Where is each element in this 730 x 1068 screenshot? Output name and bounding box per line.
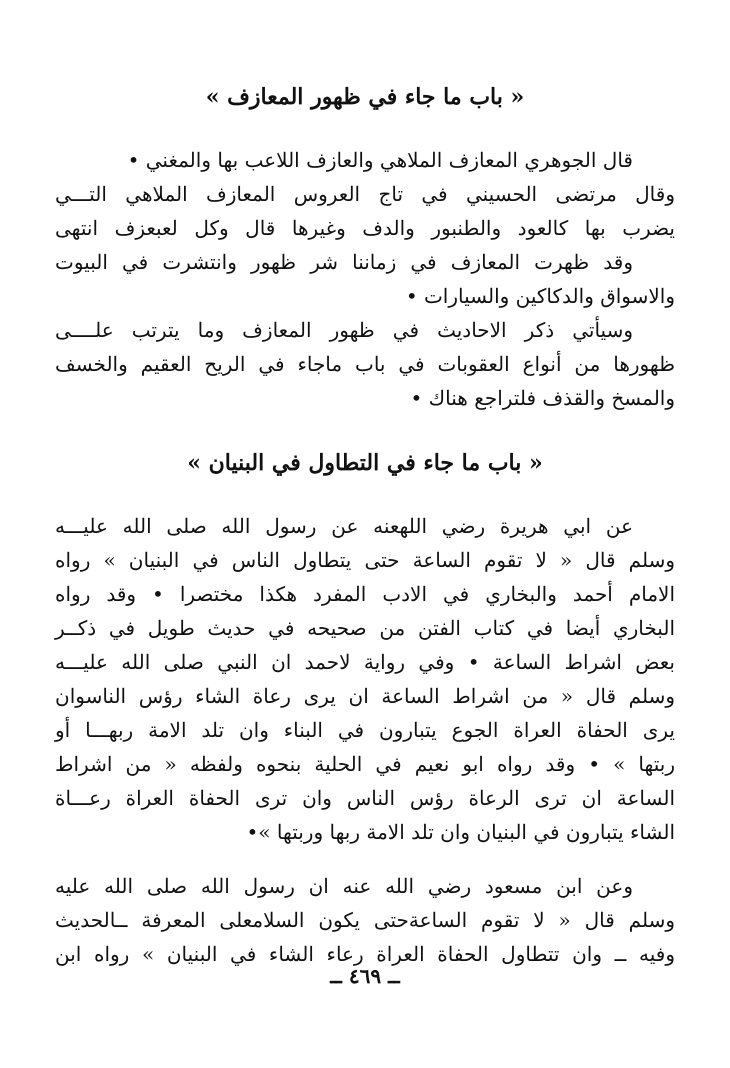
section-heading-tatawul: « باب ما جاء في التطاول في البنيان » [187, 450, 543, 476]
text-line: وقد ظهرت المعازف في زماننا شر ظهور وانتشرت في البيوت [55, 250, 633, 274]
text-line: الامام أحمد والبخاري في الادب المفرد هكذا مختصرا • وقد رواه [55, 582, 675, 606]
text-line: البخاري أيضا في كتاب الفتن من صحيحه في حديث طويل في ذكــر [55, 616, 675, 640]
text-line: وقال مرتضى الحسيني في تاج العروس المعازف الملاهي التـــي [55, 182, 675, 206]
section-heading-maazif: « باب ما جاء في ظهور المعازف » [205, 84, 525, 110]
text-line: يرى الحفاة العراة الجوع يتبارون في البناء وان تلد الامة ربهـــا أو [55, 718, 675, 742]
text-line: وسلم قال « لا تقوم الساعة حتى يتطاول الناس في البنيان » رواه [55, 548, 675, 572]
text-line: وعن ابن مسعود رضي الله عنه ان رسول الله صلى الله عليه [55, 874, 633, 898]
text-line: يضرب بها كالعود والطنبور والدف وغيرها قال وكل لعبعزف انتهى [55, 216, 675, 240]
text-line: وسيأتي ذكر الاحاديث في ظهور المعازف وما يترتب علــــى [55, 318, 633, 342]
text-line: والاسواق والدكاكين والسيارات • [405, 284, 675, 308]
text-line: وفيه ــ وان تتطاول الحفاة العراة رعاء الشاء في البنيان » رواه ابن [55, 942, 675, 966]
page-number: ــ ٤٦٩ ــ [330, 964, 400, 988]
text-line: ربتها » • وقد رواه ابو نعيم في الحلية بنحوه ولفظه « من اشراط [55, 752, 675, 776]
text-line: وسلم قال « لا تقوم الساعةحتى يكون السلامعلى المعرفة ــالحديث [55, 908, 675, 932]
text-line: الشاء يتبارون في البنيان وان تلد الامة ربها وربتها »• [246, 820, 675, 844]
text-line: الساعة ان ترى الرعاة رؤس الناس وان ترى الحفاة العراة رعـــاة [55, 786, 675, 810]
text-line: قال الجوهري المعازف الملاهي والعازف اللاعب بها والمغني • [127, 148, 633, 172]
text-line: ظهورها من أنواع العقوبات في باب ماجاء في الريح العقيم والخسف [55, 352, 675, 376]
text-line: وسلم قال « من اشراط الساعة ان يرى رعاة الشاء رؤس الناسوان [55, 684, 675, 708]
text-line: عن ابي هريرة رضي اللهعنه عن رسول الله صلى الله عليـــه [55, 514, 633, 538]
document-page [55, 0, 675, 1068]
text-line: بعض اشراط الساعة • وفي رواية لاحمد ان النبي صلى الله عليـــه [55, 650, 675, 674]
text-line: والمسخ والقذف فلتراجع هناك • [410, 386, 675, 410]
